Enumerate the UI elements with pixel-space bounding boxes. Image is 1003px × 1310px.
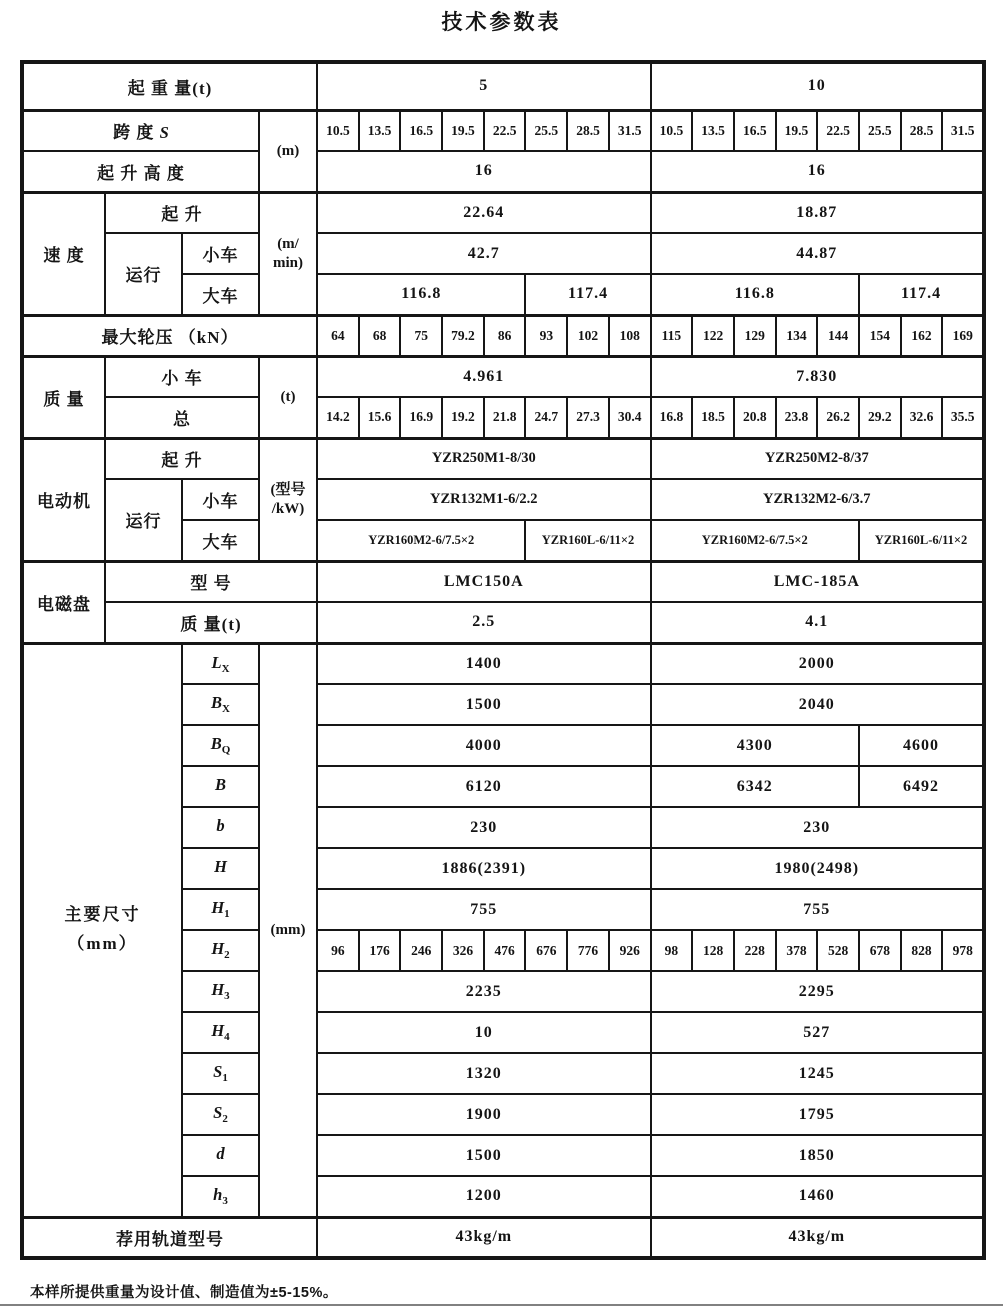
speed-trolley-label: 小车 (182, 233, 259, 274)
speed-travel-label: 运行 (105, 233, 182, 315)
wheel-pressure-value: 122 (692, 315, 734, 356)
mass-unit: (t) (259, 356, 317, 438)
span-value: 22.5 (817, 110, 859, 151)
motor-unit-line2: /kW) (271, 500, 305, 517)
span-value: 16.5 (400, 110, 442, 151)
motor-travel-label: 运行 (105, 479, 182, 561)
wheel-pressure-value: 79.2 (442, 315, 484, 356)
page-title: 技术参数表 (441, 11, 562, 34)
motor-crane-5t-b: YZR160L-6/11×2 (525, 520, 650, 561)
row-lift-height (22, 151, 984, 192)
wheel-pressure-value: 86 (484, 315, 526, 356)
mass-total-value: 15.6 (359, 397, 401, 438)
span-value: 10.5 (317, 110, 359, 151)
dim-h3-5t: 1200 (317, 1176, 651, 1217)
mass-total-value: 16.8 (651, 397, 693, 438)
span-value: 19.5 (442, 110, 484, 151)
dim-symbol-b (182, 807, 259, 848)
dim-sub: 3 (224, 990, 230, 1003)
row-mass-trolley (22, 356, 984, 397)
row-magnet-mass (22, 602, 984, 643)
magnet-model-label: 型 号 (105, 561, 317, 602)
speed-hoist-10t: 18.87 (651, 192, 985, 233)
dim-B-10t-b: 6492 (859, 766, 984, 807)
dim-H2-value: 326 (442, 930, 484, 971)
lift-height-10t: 16 (651, 151, 985, 192)
motor-crane-label: 大车 (182, 520, 259, 561)
dim-H2-value: 828 (901, 930, 943, 971)
dim-sym: S (213, 1062, 223, 1082)
dim-H2-value: 96 (317, 930, 359, 971)
dim-H3-5t: 2235 (317, 971, 651, 1012)
span-value: 28.5 (901, 110, 943, 151)
mass-total-value: 23.8 (776, 397, 818, 438)
motor-hoist-5t: YZR250M1-8/30 (317, 438, 651, 479)
dim-h3-10t: 1460 (651, 1176, 985, 1217)
wheel-pressure-value: 75 (400, 315, 442, 356)
dim-H2-value: 246 (400, 930, 442, 971)
span-value: 19.5 (776, 110, 818, 151)
dim-S2-5t: 1900 (317, 1094, 651, 1135)
dim-H2-value: 528 (817, 930, 859, 971)
mass-total-value: 20.8 (734, 397, 776, 438)
span-label (22, 110, 259, 151)
dim-sub: 2 (224, 949, 230, 962)
wheel-pressure-value: 68 (359, 315, 401, 356)
dim-symbol-H4 (182, 1012, 259, 1053)
motor-crane-5t-a: YZR160M2-6/7.5×2 (317, 520, 525, 561)
dim-symbol-B (182, 766, 259, 807)
dim-b-5t: 230 (317, 807, 651, 848)
dim-H3-10t: 2295 (651, 971, 985, 1012)
mass-trolley-label: 小 车 (105, 356, 259, 397)
dim-sym: d (216, 1144, 225, 1164)
dim-H-5t: 1886(2391) (317, 848, 651, 889)
wheel-pressure-value: 64 (317, 315, 359, 356)
span-label-text: 跨 度 (113, 123, 155, 143)
magnet-group-label: 电磁盘 (22, 561, 105, 643)
speed-hoist-label: 起 升 (105, 192, 259, 233)
dim-BX-5t: 1500 (317, 684, 651, 725)
motor-crane-10t-a: YZR160M2-6/7.5×2 (651, 520, 859, 561)
dim-sub: 2 (222, 1113, 228, 1126)
speed-group-label: 速 度 (22, 192, 105, 315)
dim-H4-10t: 527 (651, 1012, 985, 1053)
wheel-pressure-label: 最大轮压 （kN） (22, 315, 317, 356)
speed-hoist-5t: 22.64 (317, 192, 651, 233)
row-rail (22, 1217, 984, 1258)
dim-B-10t-a: 6342 (651, 766, 859, 807)
span-value: 28.5 (567, 110, 609, 151)
speed-crane-10t-b: 117.4 (859, 274, 984, 315)
wheel-pressure-value: 93 (525, 315, 567, 356)
row-motor-trolley (22, 479, 984, 520)
motor-trolley-10t: YZR132M2-6/3.7 (651, 479, 985, 520)
capacity-value-10t: 10 (651, 62, 985, 110)
dim-sym: B (214, 775, 226, 795)
row-mass-total (22, 397, 984, 438)
speed-crane-5t-b: 117.4 (525, 274, 650, 315)
capacity-label: 起 重 量(t) (22, 62, 317, 110)
wheel-pressure-value: 162 (901, 315, 943, 356)
row-span (22, 110, 984, 151)
dim-symbol-S2 (182, 1094, 259, 1135)
span-unit: (m) (259, 110, 317, 192)
wheel-pressure-value: 108 (609, 315, 651, 356)
dim-sym: b (216, 816, 225, 836)
dim-sym: B (210, 734, 222, 754)
dim-H2-value: 176 (359, 930, 401, 971)
dim-sym: H (211, 980, 225, 1000)
mass-total-value: 16.9 (400, 397, 442, 438)
dim-symbol-h3 (182, 1176, 259, 1217)
dim-symbol-S1 (182, 1053, 259, 1094)
mass-total-value: 24.7 (525, 397, 567, 438)
dim-sub: 4 (224, 1031, 230, 1044)
span-value: 10.5 (651, 110, 693, 151)
dim-H2-value: 128 (692, 930, 734, 971)
mass-group-label: 质 量 (22, 356, 105, 438)
mass-trolley-5t: 4.961 (317, 356, 651, 397)
mass-total-label: 总 (105, 397, 259, 438)
dim-H2-value: 98 (651, 930, 693, 971)
magnet-mass-label: 质 量(t) (105, 602, 317, 643)
dim-sym: S (213, 1103, 223, 1123)
dim-H2-value: 978 (942, 930, 984, 971)
mass-total-value: 35.5 (942, 397, 984, 438)
magnet-model-5t: LMC150A (317, 561, 651, 602)
mass-trolley-10t: 7.830 (651, 356, 985, 397)
dim-symbol-H (182, 848, 259, 889)
mass-total-value: 27.3 (567, 397, 609, 438)
dim-sub: 1 (224, 908, 230, 921)
row-speed-trolley (22, 233, 984, 274)
mass-total-value: 21.8 (484, 397, 526, 438)
dim-S1-10t: 1245 (651, 1053, 985, 1094)
rail-5t: 43kg/m (317, 1217, 651, 1258)
dim-H2-value: 476 (484, 930, 526, 971)
span-value: 31.5 (609, 110, 651, 151)
dim-LX-10t: 2000 (651, 643, 985, 684)
page-bottom-edge (0, 1304, 1003, 1306)
dim-symbol-H1 (182, 889, 259, 930)
dim-sym: H (211, 898, 225, 918)
parameters-table (20, 60, 986, 1260)
dim-b-10t: 230 (651, 807, 985, 848)
row-capacity (22, 62, 984, 110)
mass-total-value: 32.6 (901, 397, 943, 438)
dim-symbol-BX (182, 684, 259, 725)
motor-unit (259, 438, 317, 561)
span-value: 31.5 (942, 110, 984, 151)
dim-S1-5t: 1320 (317, 1053, 651, 1094)
dim-sym: B (211, 693, 223, 713)
row-magnet-model (22, 561, 984, 602)
dim-sub: X (222, 703, 230, 716)
motor-hoist-label: 起 升 (105, 438, 259, 479)
dim-sym: H (211, 1021, 225, 1041)
dim-H-10t: 1980(2498) (651, 848, 985, 889)
wheel-pressure-value: 129 (734, 315, 776, 356)
speed-unit-line2: min) (273, 254, 304, 271)
mass-total-value: 29.2 (859, 397, 901, 438)
speed-crane-10t-a: 116.8 (651, 274, 859, 315)
dim-d-5t: 1500 (317, 1135, 651, 1176)
mass-total-value: 26.2 (817, 397, 859, 438)
lift-height-label: 起 升 高 度 (22, 151, 259, 192)
wheel-pressure-value: 144 (817, 315, 859, 356)
dim-H1-5t: 755 (317, 889, 651, 930)
motor-trolley-label: 小车 (182, 479, 259, 520)
span-value: 25.5 (525, 110, 567, 151)
span-value: 22.5 (484, 110, 526, 151)
dim-H2-value: 678 (859, 930, 901, 971)
motor-hoist-10t: YZR250M2-8/37 (651, 438, 985, 479)
motor-crane-10t-b: YZR160L-6/11×2 (859, 520, 984, 561)
span-value: 16.5 (734, 110, 776, 151)
span-symbol: S (159, 123, 169, 143)
parameters-table-wrapper (20, 60, 986, 1260)
dim-H2-value: 676 (525, 930, 567, 971)
dim-LX-5t: 1400 (317, 643, 651, 684)
wheel-pressure-value: 169 (942, 315, 984, 356)
wheel-pressure-value: 134 (776, 315, 818, 356)
dim-symbol-H3 (182, 971, 259, 1012)
dim-H4-5t: 10 (317, 1012, 651, 1053)
dim-S2-10t: 1795 (651, 1094, 985, 1135)
dim-d-10t: 1850 (651, 1135, 985, 1176)
dim-H2-value: 378 (776, 930, 818, 971)
speed-unit-line1: (m/ (277, 235, 299, 252)
dim-BQ-10t-b: 4600 (859, 725, 984, 766)
row-dim-LX (22, 643, 984, 684)
wheel-pressure-value: 102 (567, 315, 609, 356)
dim-symbol-BQ (182, 725, 259, 766)
dim-BQ-5t: 4000 (317, 725, 651, 766)
speed-crane-5t-a: 116.8 (317, 274, 525, 315)
dim-sym: L (211, 652, 222, 672)
dim-sub: 1 (222, 1072, 228, 1085)
dim-sub: 3 (222, 1195, 228, 1208)
footnote: 本样所提供重量为设计值、制造值为±5-15%。 (30, 1285, 338, 1301)
span-value: 25.5 (859, 110, 901, 151)
dim-symbol-H2 (182, 930, 259, 971)
mass-total-value: 30.4 (609, 397, 651, 438)
dim-sym: h (213, 1185, 223, 1205)
dim-H1-10t: 755 (651, 889, 985, 930)
motor-unit-line1: (型号 (270, 481, 306, 498)
dims-group-line2: （mm） (67, 934, 138, 953)
mass-total-value: 19.2 (442, 397, 484, 438)
dim-BX-10t: 2040 (651, 684, 985, 725)
span-value: 13.5 (359, 110, 401, 151)
dims-unit: (mm) (259, 643, 317, 1217)
mass-total-value: 14.2 (317, 397, 359, 438)
speed-crane-label: 大车 (182, 274, 259, 315)
dims-group-line1: 主要尺寸 (64, 905, 141, 925)
rail-10t: 43kg/m (651, 1217, 985, 1258)
wheel-pressure-value: 154 (859, 315, 901, 356)
magnet-mass-5t: 2.5 (317, 602, 651, 643)
dim-symbol-d (182, 1135, 259, 1176)
wheel-pressure-value: 115 (651, 315, 693, 356)
dim-H2-value: 926 (609, 930, 651, 971)
motor-group-label: 电动机 (22, 438, 105, 561)
speed-unit (259, 192, 317, 315)
dim-H2-value: 228 (734, 930, 776, 971)
dim-sub: Q (221, 744, 231, 757)
dim-sym: H (214, 857, 227, 877)
dim-B-5t: 6120 (317, 766, 651, 807)
dim-BQ-10t-a: 4300 (651, 725, 859, 766)
dims-group-label (22, 643, 182, 1217)
dim-H2-value: 776 (567, 930, 609, 971)
row-speed-hoist (22, 192, 984, 233)
rail-label: 荐用轨道型号 (22, 1217, 317, 1258)
motor-trolley-5t: YZR132M1-6/2.2 (317, 479, 651, 520)
speed-trolley-5t: 42.7 (317, 233, 651, 274)
row-wheel-pressure (22, 315, 984, 356)
dim-sub: X (221, 662, 230, 675)
capacity-value-5t: 5 (317, 62, 651, 110)
speed-trolley-10t: 44.87 (651, 233, 985, 274)
row-motor-hoist (22, 438, 984, 479)
magnet-model-10t: LMC-185A (651, 561, 985, 602)
magnet-mass-10t: 4.1 (651, 602, 985, 643)
dim-sym: H (211, 939, 225, 959)
lift-height-5t: 16 (317, 151, 651, 192)
mass-total-value: 18.5 (692, 397, 734, 438)
span-value: 13.5 (692, 110, 734, 151)
dim-symbol-LX (182, 643, 259, 684)
